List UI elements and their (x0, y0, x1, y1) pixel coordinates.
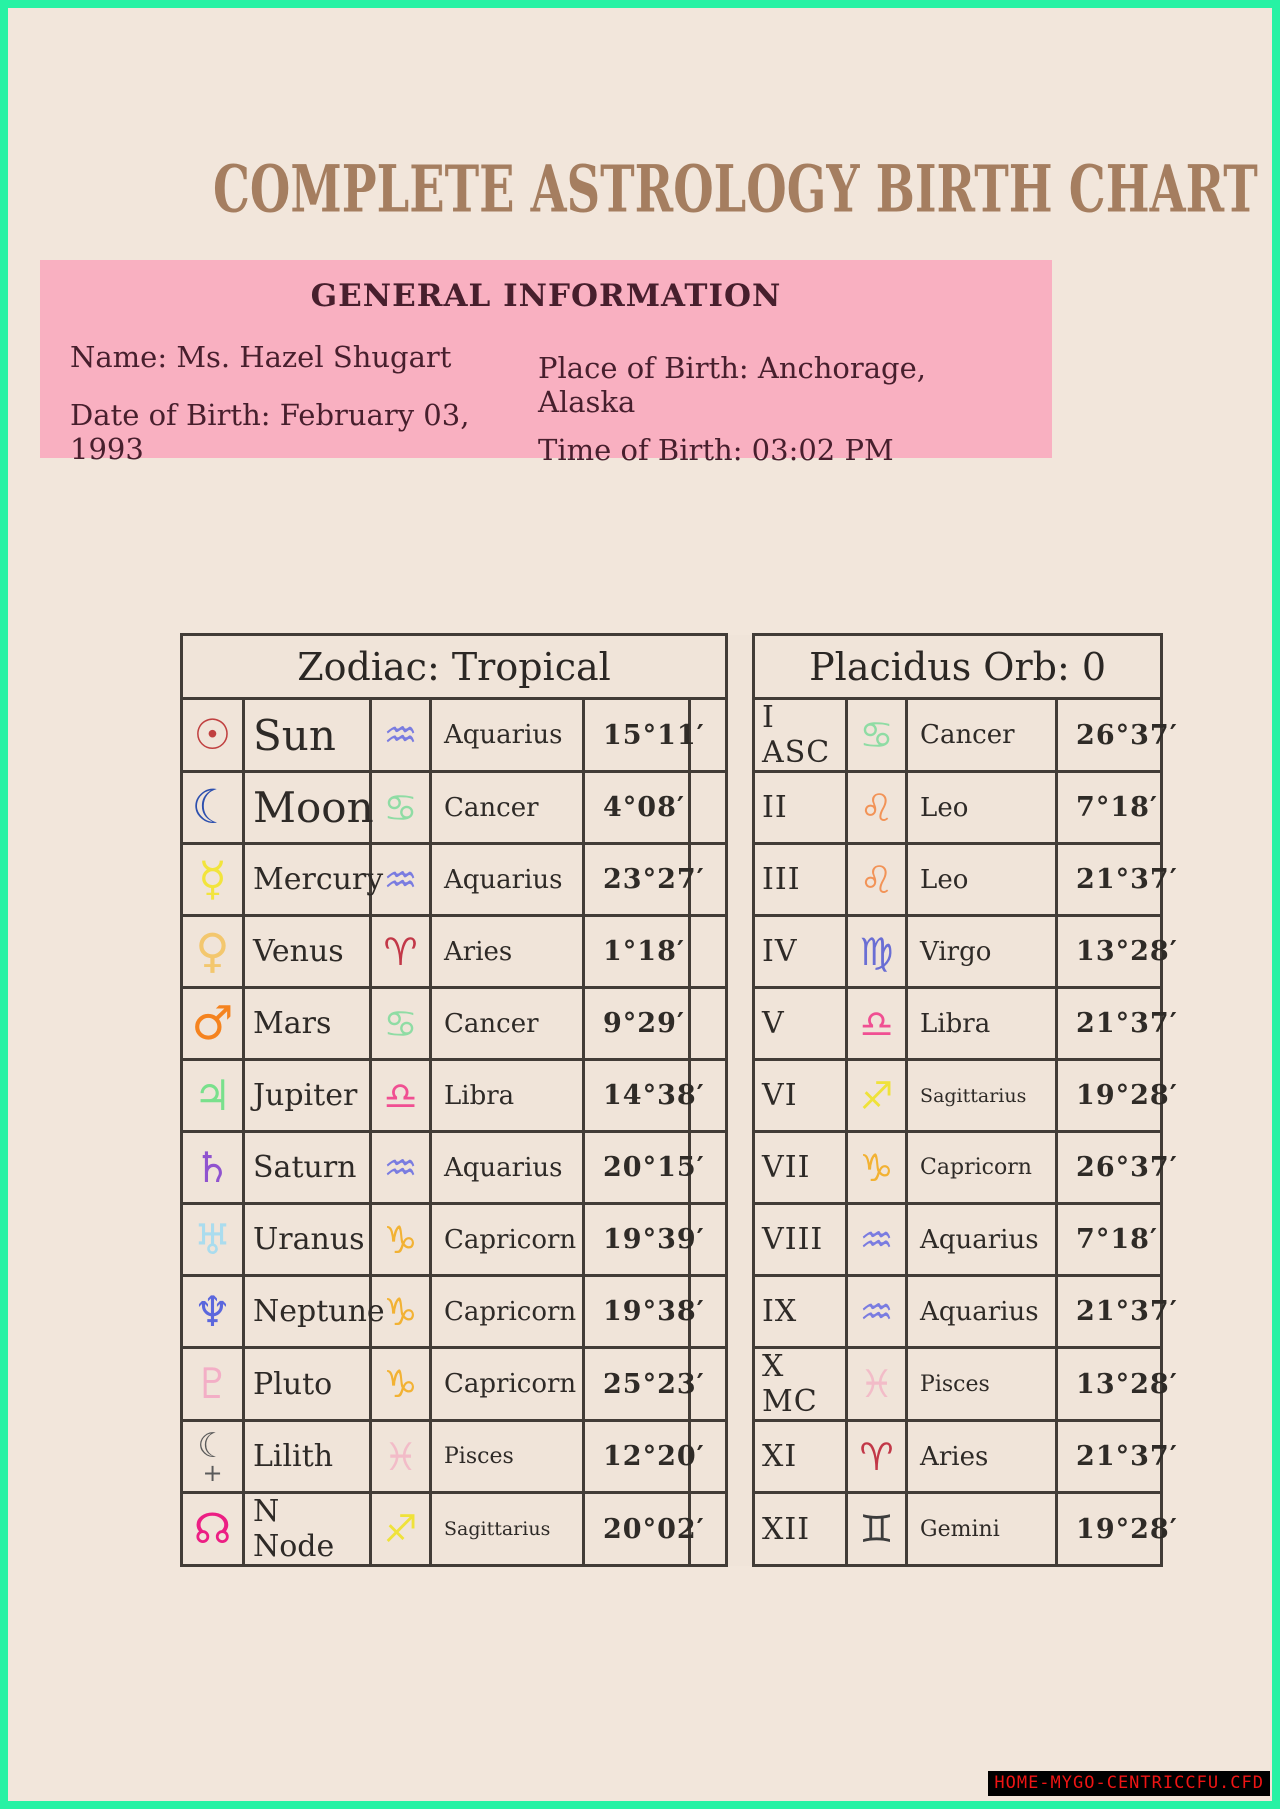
mercury-icon: ☿ (198, 852, 227, 907)
degrees-cell: 4°08′ (584, 772, 690, 844)
degrees-cell: 20°02′ (584, 1493, 690, 1566)
degrees-cell: 19°38′ (584, 1276, 690, 1348)
planet-name: Neptune (244, 1276, 371, 1348)
cancer-icon: ♋ (383, 1001, 418, 1046)
sagittarius-icon: ♐ (859, 1073, 894, 1118)
degrees-cell: 13°28′ (1057, 916, 1162, 988)
degrees-cell: 13°28′ (1057, 1348, 1162, 1421)
aries-icon: ♈ (383, 929, 418, 974)
sign-name: Aries (907, 1421, 1057, 1493)
degrees-cell: 7°18′ (1057, 1204, 1162, 1276)
gap-column (727, 1204, 754, 1276)
sign-name: Sagittarius (907, 1060, 1057, 1132)
moon-icon: ☾ (191, 780, 234, 835)
house-label: XI (754, 1421, 847, 1493)
general-information-panel (40, 260, 1052, 467)
planet-name: Mars (244, 988, 371, 1060)
general-information-heading: GENERAL INFORMATION (310, 278, 782, 314)
gap-column (727, 1421, 754, 1493)
placidus-section-header: Placidus Orb: 0 (754, 635, 1162, 699)
sign-name: Aquarius (907, 1276, 1057, 1348)
sign-name: Leo (907, 844, 1057, 916)
spacer-cell (690, 916, 727, 988)
degrees-cell: 21°37′ (1057, 1276, 1162, 1348)
pisces-icon: ♓ (859, 1362, 894, 1406)
table-row (182, 772, 1162, 844)
gap-column (727, 1132, 754, 1204)
mars-icon: ♂ (191, 996, 234, 1051)
degrees-cell: 9°29′ (584, 988, 690, 1060)
saturn-icon: ♄ (193, 1142, 232, 1192)
sign-name: Pisces (431, 1421, 584, 1493)
sign-name: Cancer (431, 772, 584, 844)
sign-name: Capricorn (431, 1348, 584, 1421)
planet-name: Saturn (244, 1132, 371, 1204)
aquarius-icon: ♒ (859, 1289, 894, 1334)
time-of-birth-field: Time of Birth: 03:02 PM (538, 433, 894, 467)
gap-column (727, 1060, 754, 1132)
house-label: VII (754, 1132, 847, 1204)
table-row (182, 916, 1162, 988)
house-label: II (754, 772, 847, 844)
degrees-cell: 26°37′ (1057, 1132, 1162, 1204)
house-label: I ASC (754, 699, 847, 772)
virgo-icon: ♍ (859, 929, 894, 974)
table-row (182, 988, 1162, 1060)
libra-icon: ♎ (859, 1001, 894, 1046)
aquarius-icon: ♒ (383, 1145, 418, 1190)
gap-column (727, 772, 754, 844)
planet-name: Lilith (244, 1421, 371, 1493)
cancer-icon: ♋ (383, 785, 418, 830)
degrees-cell: 21°37′ (1057, 1421, 1162, 1493)
table-row (182, 1132, 1162, 1204)
gap-column (727, 1348, 754, 1421)
aries-icon: ♈ (859, 1434, 894, 1479)
gap-column (727, 916, 754, 988)
degrees-cell: 1°18′ (584, 916, 690, 988)
sagittarius-icon: ♐ (383, 1507, 418, 1551)
sign-name: Capricorn (907, 1132, 1057, 1204)
capricorn-icon: ♑ (859, 1145, 894, 1190)
sign-name: Capricorn (431, 1204, 584, 1276)
cancer-icon: ♋ (859, 713, 894, 757)
table-row (182, 1348, 1162, 1421)
degrees-cell: 21°37′ (1057, 844, 1162, 916)
sign-name: Capricorn (431, 1276, 584, 1348)
aquarius-icon: ♒ (859, 1217, 894, 1262)
degrees-cell: 21°37′ (1057, 988, 1162, 1060)
libra-icon: ♎ (383, 1073, 418, 1118)
table-header-row (182, 635, 1162, 699)
sign-name: Aquarius (431, 1132, 584, 1204)
leo-icon: ♌ (859, 857, 894, 902)
date-of-birth-field: Date of Birth: February 03, 1993 (70, 398, 470, 466)
degrees-cell: 19°28′ (1057, 1060, 1162, 1132)
pisces-icon: ♓ (383, 1434, 418, 1479)
house-label: VIII (754, 1204, 847, 1276)
planet-name: N Node (244, 1493, 371, 1566)
neptune-icon: ♆ (193, 1286, 232, 1336)
degrees-cell: 23°27′ (584, 844, 690, 916)
degrees-cell: 12°20′ (584, 1421, 690, 1493)
table-row (182, 1421, 1162, 1493)
sign-name: Leo (907, 772, 1057, 844)
capricorn-icon: ♑ (383, 1217, 418, 1262)
degrees-cell: 20°15′ (584, 1132, 690, 1204)
planet-name: Moon (244, 772, 371, 844)
jupiter-icon: ♃ (193, 1070, 232, 1120)
chart-section (180, 633, 1178, 1567)
page-title: COMPLETE ASTROLOGY BIRTH CHART (213, 150, 1258, 228)
degrees-cell: 26°37′ (1057, 699, 1162, 772)
house-label: X MC (754, 1348, 847, 1421)
planet-name: Venus (244, 916, 371, 988)
sign-name: Aquarius (431, 699, 584, 772)
name-field: Name: Ms. Hazel Shugart (70, 340, 452, 374)
degrees-cell: 7°18′ (1057, 772, 1162, 844)
degrees-cell: 19°39′ (584, 1204, 690, 1276)
gap-column (727, 699, 754, 772)
house-label: V (754, 988, 847, 1060)
lilith-icon: ☾ + (197, 1425, 228, 1487)
sign-name: Libra (431, 1060, 584, 1132)
sign-name: Cancer (907, 699, 1057, 772)
gap-column (727, 844, 754, 916)
sign-name: Libra (907, 988, 1057, 1060)
uranus-icon: ♅ (193, 1214, 232, 1264)
table-row (182, 1276, 1162, 1348)
capricorn-icon: ♑ (383, 1362, 418, 1406)
table-row (182, 699, 1162, 772)
venus-icon: ♀ (195, 924, 230, 979)
house-label: VI (754, 1060, 847, 1132)
planet-name: Mercury (244, 844, 371, 916)
aquarius-icon: ♒ (383, 857, 418, 902)
aquarius-icon: ♒ (383, 713, 418, 757)
north-node-icon: ☊ (193, 1504, 232, 1553)
leo-icon: ♌ (859, 785, 894, 830)
gap-column (727, 988, 754, 1060)
planet-name: Uranus (244, 1204, 371, 1276)
sign-name: Cancer (431, 988, 584, 1060)
gap-column (727, 1493, 754, 1566)
house-label: IV (754, 916, 847, 988)
spacer-cell (690, 772, 727, 844)
sign-name: Sagittarius (431, 1493, 584, 1566)
degrees-cell: 25°23′ (584, 1348, 690, 1421)
gap-column (727, 1276, 754, 1348)
sign-name: Aquarius (907, 1204, 1057, 1276)
house-label: III (754, 844, 847, 916)
table-row (182, 1060, 1162, 1132)
sign-name: Aquarius (431, 844, 584, 916)
sign-name: Virgo (907, 916, 1057, 988)
degrees-cell: 19°28′ (1057, 1493, 1162, 1566)
planet-name: Sun (244, 699, 371, 772)
sign-name: Pisces (907, 1348, 1057, 1421)
gemini-icon: ♊ (859, 1507, 894, 1551)
watermark: HOME-MYGO-CENTRICCFU.CFD (988, 1771, 1270, 1796)
table-row (182, 844, 1162, 916)
sun-icon: ☉ (193, 710, 232, 759)
house-label: XII (754, 1493, 847, 1566)
chart-table (180, 633, 1178, 1567)
table-row (182, 1493, 1162, 1566)
planet-name: Pluto (244, 1348, 371, 1421)
sign-name: Gemini (907, 1493, 1057, 1566)
table-row (182, 1204, 1162, 1276)
house-label: IX (754, 1276, 847, 1348)
degrees-cell: 14°38′ (584, 1060, 690, 1132)
zodiac-section-header: Zodiac: Tropical (182, 635, 727, 699)
degrees-cell: 15°11′ (584, 699, 690, 772)
gap-column (727, 635, 754, 699)
spacer-cell (690, 988, 727, 1060)
planet-name: Jupiter (244, 1060, 371, 1132)
pluto-icon: ♇ (193, 1359, 232, 1408)
capricorn-icon: ♑ (383, 1289, 418, 1334)
sign-name: Aries (431, 916, 584, 988)
place-of-birth-field: Place of Birth: Anchorage, Alaska (538, 351, 926, 419)
